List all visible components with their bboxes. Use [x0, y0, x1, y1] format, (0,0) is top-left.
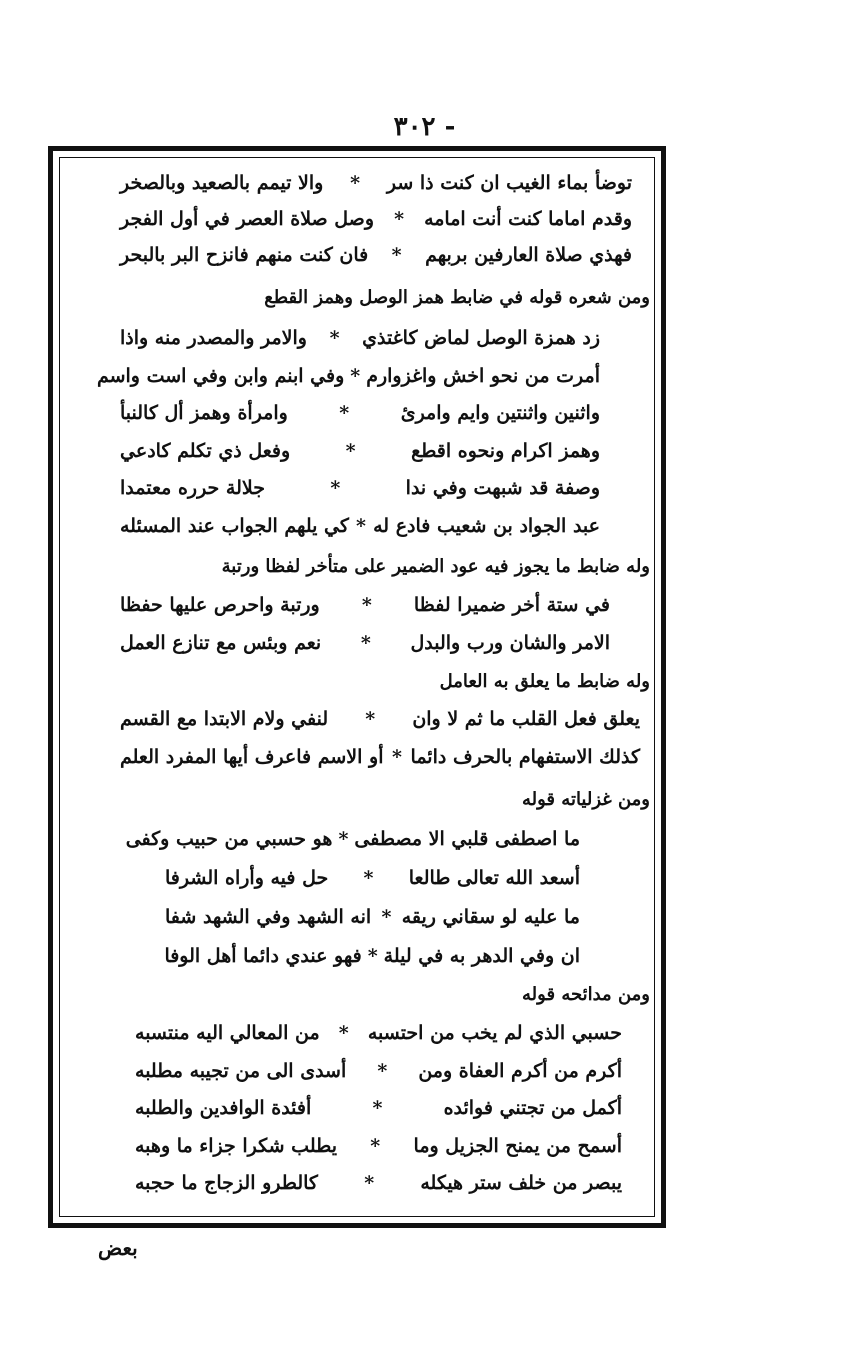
verse-line	[120, 704, 640, 734]
verse-separator: *	[364, 1172, 375, 1194]
verse-line	[120, 511, 600, 541]
hemistich-first: أسمح من يمنح الجزيل وما	[413, 1134, 622, 1157]
hemistich-second: وصل صلاة العصر في أول الفجر	[120, 208, 374, 230]
verse-separator: *	[350, 172, 361, 194]
verse-line	[120, 590, 610, 620]
catchword: بعض	[98, 1236, 138, 1260]
hemistich-second: كالطرو الزجاج ما حجبه	[135, 1172, 318, 1194]
verse-line	[120, 168, 632, 198]
hemistich-second: أفئدة الوافدين والطلبه	[135, 1097, 312, 1119]
verse-separator: *	[367, 945, 378, 967]
verse-separator: *	[350, 364, 361, 387]
section-heading: ومن غزلياته قوله	[521, 789, 650, 810]
verse-line	[120, 436, 600, 466]
hemistich-first: عبد الجواد بن شعيب فادع له	[373, 514, 600, 537]
hemistich-second: وفعل ذي تكلم كادعي	[120, 439, 291, 462]
hemistich-first: توضأ بماء الغيب ان كنت ذا سر	[386, 172, 632, 194]
section-heading: وله ضابط ما يعلق به العامل	[439, 671, 650, 692]
verse-separator: *	[339, 402, 350, 424]
page-number: - ٣٠٢	[393, 112, 456, 142]
verse-line	[135, 1056, 622, 1086]
verse-line	[120, 323, 600, 353]
hemistich-first: الامر والشان ورب والبدل	[410, 632, 610, 654]
hemistich-second: والا تيمم بالصعيد وبالصخر	[120, 172, 324, 194]
hemistich-second: فهو عندي دائما أهل الوفا	[164, 945, 362, 967]
hemistich-first: ما اصطفى قلبي الا مصطفى	[354, 828, 580, 850]
verse-separator: *	[360, 632, 371, 654]
verse-separator: *	[361, 594, 372, 616]
hemistich-first: واثنين واثنتين وايم وامرئ	[400, 402, 600, 424]
verse-line	[120, 204, 632, 234]
hemistich-second: ورتبة واحرص عليها حفظا	[120, 594, 320, 616]
hemistich-first: يبصر من خلف ستر هيكله	[420, 1172, 622, 1194]
hemistich-second: وفي ابنم وابن وفي است واسم	[96, 364, 345, 387]
hemistich-second: أو الاسم فاعرف أيها المفرد العلم	[120, 746, 384, 768]
verse-line	[165, 941, 580, 971]
hemistich-first: وهمز اكرام ونحوه اقطع	[411, 439, 600, 462]
verse-separator: *	[338, 828, 349, 850]
hemistich-second: من المعالي اليه منتسبه	[135, 1022, 320, 1044]
hemistich-second: يطلب شكرا جزاء ما وهبه	[135, 1134, 337, 1157]
verse-separator: *	[392, 746, 402, 768]
hemistich-second: كي يلهم الجواب عند المسئله	[120, 514, 349, 537]
hemistich-second: هو حسبي من حبيب وكفى	[125, 828, 333, 850]
verse-separator: *	[329, 327, 340, 349]
hemistich-first: كذلك الاستفهام بالحرف دائما	[410, 746, 640, 768]
hemistich-second: انه الشهد وفي الشهد شفا	[165, 906, 372, 928]
verse-line	[120, 628, 610, 658]
hemistich-first: زد همزة الوصل لماض كاغتذي	[362, 327, 600, 349]
hemistich-second: أسدى الى من تجيبه مطلبه	[135, 1059, 347, 1082]
hemistich-first: ان وفي الدهر به في ليلة	[383, 945, 580, 967]
hemistich-first: في ستة أخر ضميرا لفظا	[413, 594, 610, 616]
hemistich-second: فان كنت منهم فانزح البر بالبحر	[120, 244, 369, 266]
hemistich-first: أكرم من أكرم العفاة ومن	[418, 1059, 622, 1082]
hemistich-first: يعلق فعل القلب ما ثم لا وان	[412, 708, 640, 730]
hemistich-first: ما عليه لو سقاني ريقه	[401, 906, 580, 928]
hemistich-second: والامر والمصدر منه واذا	[120, 327, 307, 349]
hemistich-second: نعم وبئس مع تنازع العمل	[120, 632, 322, 654]
hemistich-second: جلالة حرره معتمدا	[120, 477, 265, 499]
verse-line	[135, 1018, 622, 1048]
verse-separator: *	[381, 906, 392, 928]
section-heading: ومن شعره قوله في ضابط همز الوصل وهمز القطع	[264, 287, 650, 308]
verse-line	[120, 240, 632, 270]
hemistich-second: لنفي ولام الابتدا مع القسم	[120, 708, 329, 730]
verse-separator: *	[356, 514, 366, 537]
verse-separator: *	[338, 1022, 349, 1044]
hemistich-first: فهذي صلاة العارفين بربهم	[425, 244, 632, 266]
verse-line	[96, 361, 600, 391]
hemistich-second: حل فيه وأراه الشرفا	[165, 867, 329, 889]
hemistich-first: أكمل من تجتني فوائده	[443, 1097, 622, 1119]
verse-line	[165, 863, 580, 893]
section-heading: وله ضابط ما يجوز فيه عود الضمير على متأخر لفظا ورتبة	[221, 556, 650, 577]
verse-line	[135, 1131, 622, 1161]
hemistich-first: أسعد الله تعالى طالعا	[408, 867, 580, 889]
verse-line	[120, 473, 600, 503]
verse-separator: *	[345, 439, 356, 462]
verse-separator: *	[365, 708, 376, 730]
hemistich-first: أمرت من نحو اخش واغزوارم	[366, 364, 600, 387]
verse-separator: *	[370, 1134, 381, 1157]
hemistich-first: وقدم اماما كنت أنت امامه	[424, 208, 632, 230]
verse-separator: *	[377, 1059, 388, 1082]
verse-separator: *	[363, 867, 374, 889]
verse-separator: *	[391, 244, 402, 266]
verse-line	[135, 1093, 622, 1123]
verse-line	[120, 742, 640, 772]
verse-line	[125, 824, 580, 854]
verse-separator: *	[372, 1097, 383, 1119]
verse-line	[165, 902, 580, 932]
verse-line	[135, 1168, 622, 1198]
verse-separator: *	[394, 208, 404, 230]
verse-separator: *	[330, 477, 341, 499]
hemistich-first: وصفة قد شبهت وفي ندا	[405, 477, 600, 499]
verse-line	[120, 398, 600, 428]
hemistich-first: حسبي الذي لم يخب من احتسبه	[367, 1022, 622, 1044]
hemistich-second: وامرأة وهمز أل كالنبأ	[120, 402, 288, 424]
section-heading: ومن مدائحه قوله	[522, 984, 650, 1005]
